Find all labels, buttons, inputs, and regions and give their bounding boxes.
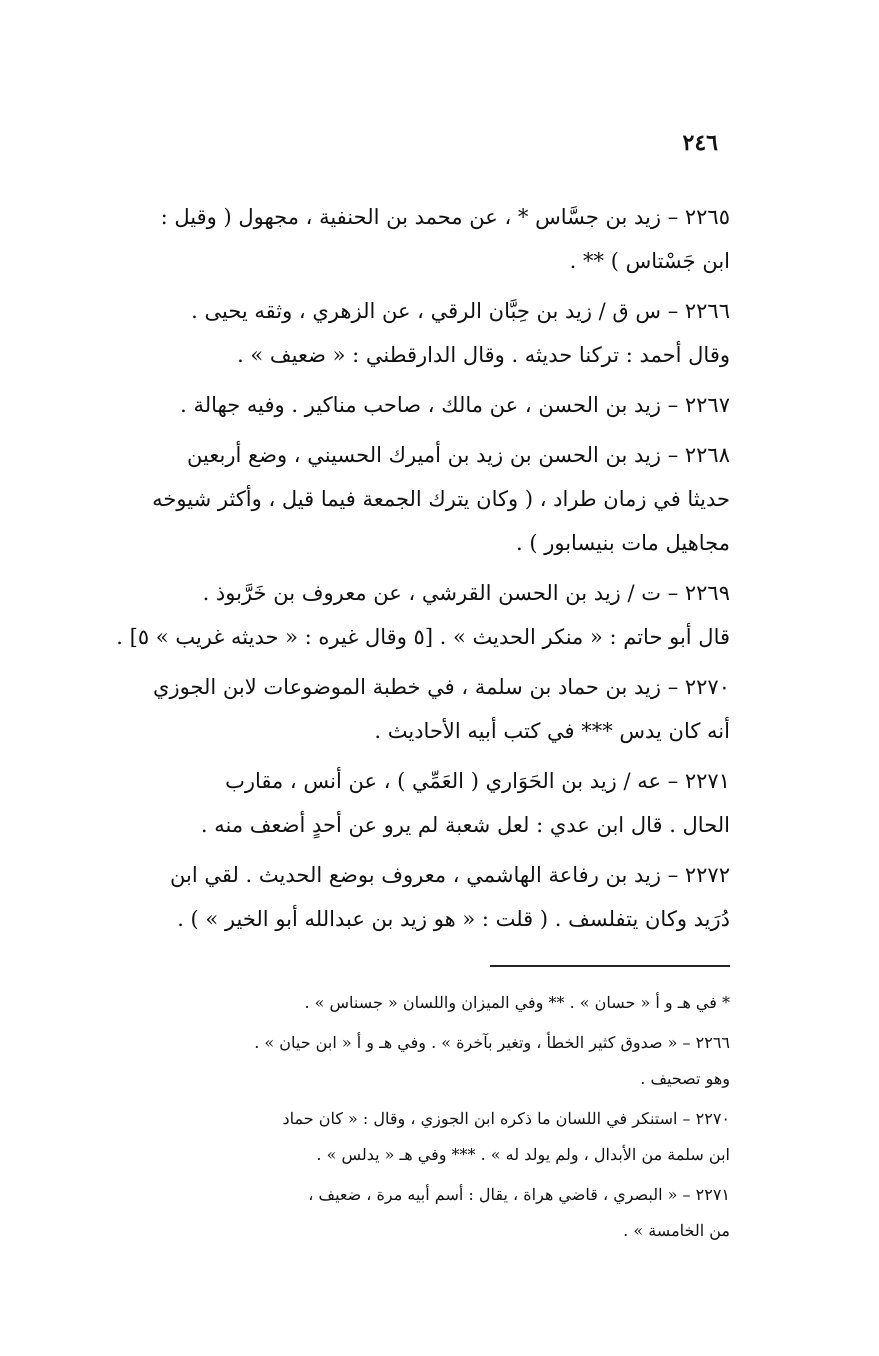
entry-line: وقال أحمد : تركنا حديثه . وقال الدارقطني : « ضعيف » . [237, 343, 730, 367]
entry-2268 [80, 433, 730, 565]
footnotes [80, 985, 730, 1253]
footnote-2266 [80, 1025, 730, 1097]
entries-list [80, 195, 730, 947]
entry-line: ٢٢٦٩ – ت / زيد بن الحسن القرشي ، عن معروف بن خَرَّبوذ . [202, 581, 730, 605]
book-page [80, 0, 730, 1356]
entry-line: قال أبو حاتم : « منكر الحديث » . [٥ وقال غيره : « حديثه غريب » ٥] . [116, 625, 730, 649]
entry-line: ٢٢٦٦ – س ق / زيد بن حِبَّان الرقي ، عن الزهري ، وثقه يحيى . [191, 299, 730, 323]
footnote-line: ٢٢٧٠ – استنكر في اللسان ما ذكره ابن الجوزي ، وقال : « كان حماد [282, 1109, 730, 1128]
footnote-line: ٢٢٧١ – « البصري ، قاضي هراة ، يقال : أسم أبيه مرة ، ضعيف ، [308, 1185, 730, 1204]
entry-2270 [80, 665, 730, 753]
entry-2272 [80, 853, 730, 941]
footnote-stars [80, 985, 730, 1021]
footnote-line: ابن سلمة من الأبدال ، ولم يولد له » . *** وفي هـ « يدلس » . [316, 1145, 730, 1164]
entry-line: دُرَيد وكان يتفلسف . ( قلت : « هو زيد بن عبدالله أبو الخير » ) . [177, 907, 730, 931]
entry-line: ابن جَسْتاس ) ** . [569, 249, 730, 273]
entry-line: ٢٢٧٠ – زيد بن حماد بن سلمة ، في خطبة الموضوعات لابن الجوزي [153, 675, 730, 699]
footnote-line: وهو تصحيف . [640, 1069, 730, 1088]
entry-2269 [80, 571, 730, 659]
entry-line: أنه كان يدس *** في كتب أبيه الأحاديث . [374, 719, 730, 743]
entry-line: ٢٢٦٧ – زيد بن الحسن ، عن مالك ، صاحب مناكير . وفيه جهالة . [180, 393, 730, 417]
entry-line: ٢٢٧١ – عه / زيد بن الحَوَاري ( العَمِّي ) ، عن أنس ، مقارب [225, 769, 730, 793]
entry-line: ٢٢٦٥ – زيد بن جسَّاس * ، عن محمد بن الحنفية ، مجهول ( وقيل : [160, 205, 730, 229]
footnote-divider [490, 965, 730, 967]
entry-line: ٢٢٧٢ – زيد بن رفاعة الهاشمي ، معروف بوضع الحديث . لقي ابن [170, 863, 730, 887]
page-number: ٢٤٦ [682, 130, 718, 156]
footnote-line: ٢٢٦٦ – « صدوق كثير الخطأ ، وتغير بآخرة » . وفي هـ و أ « ابن حيان » . [254, 1033, 730, 1052]
entry-2266 [80, 289, 730, 377]
entry-line: ٢٢٦٨ – زيد بن الحسن بن زيد بن أميرك الحسيني ، وضع أربعين [187, 443, 730, 467]
footnote-2271 [80, 1177, 730, 1249]
entry-line: حديثا في زمان طراد ، ( وكان يترك الجمعة فيما قيل ، وأكثر شيوخه [152, 487, 730, 511]
footnote-line: * في هـ و أ « حسان » . ** وفي الميزان واللسان « جسناس » . [304, 993, 730, 1012]
entry-line: مجاهيل مات بنيسابور ) . [516, 531, 730, 555]
footnote-line: من الخامسة » . [623, 1221, 730, 1240]
entry-2271 [80, 759, 730, 847]
entry-line: الحال . قال ابن عدي : لعل شعبة لم يرو عن أحدٍ أضعف منه . [200, 813, 730, 837]
entry-2267 [80, 383, 730, 427]
footnote-2270 [80, 1101, 730, 1173]
entry-2265 [80, 195, 730, 283]
